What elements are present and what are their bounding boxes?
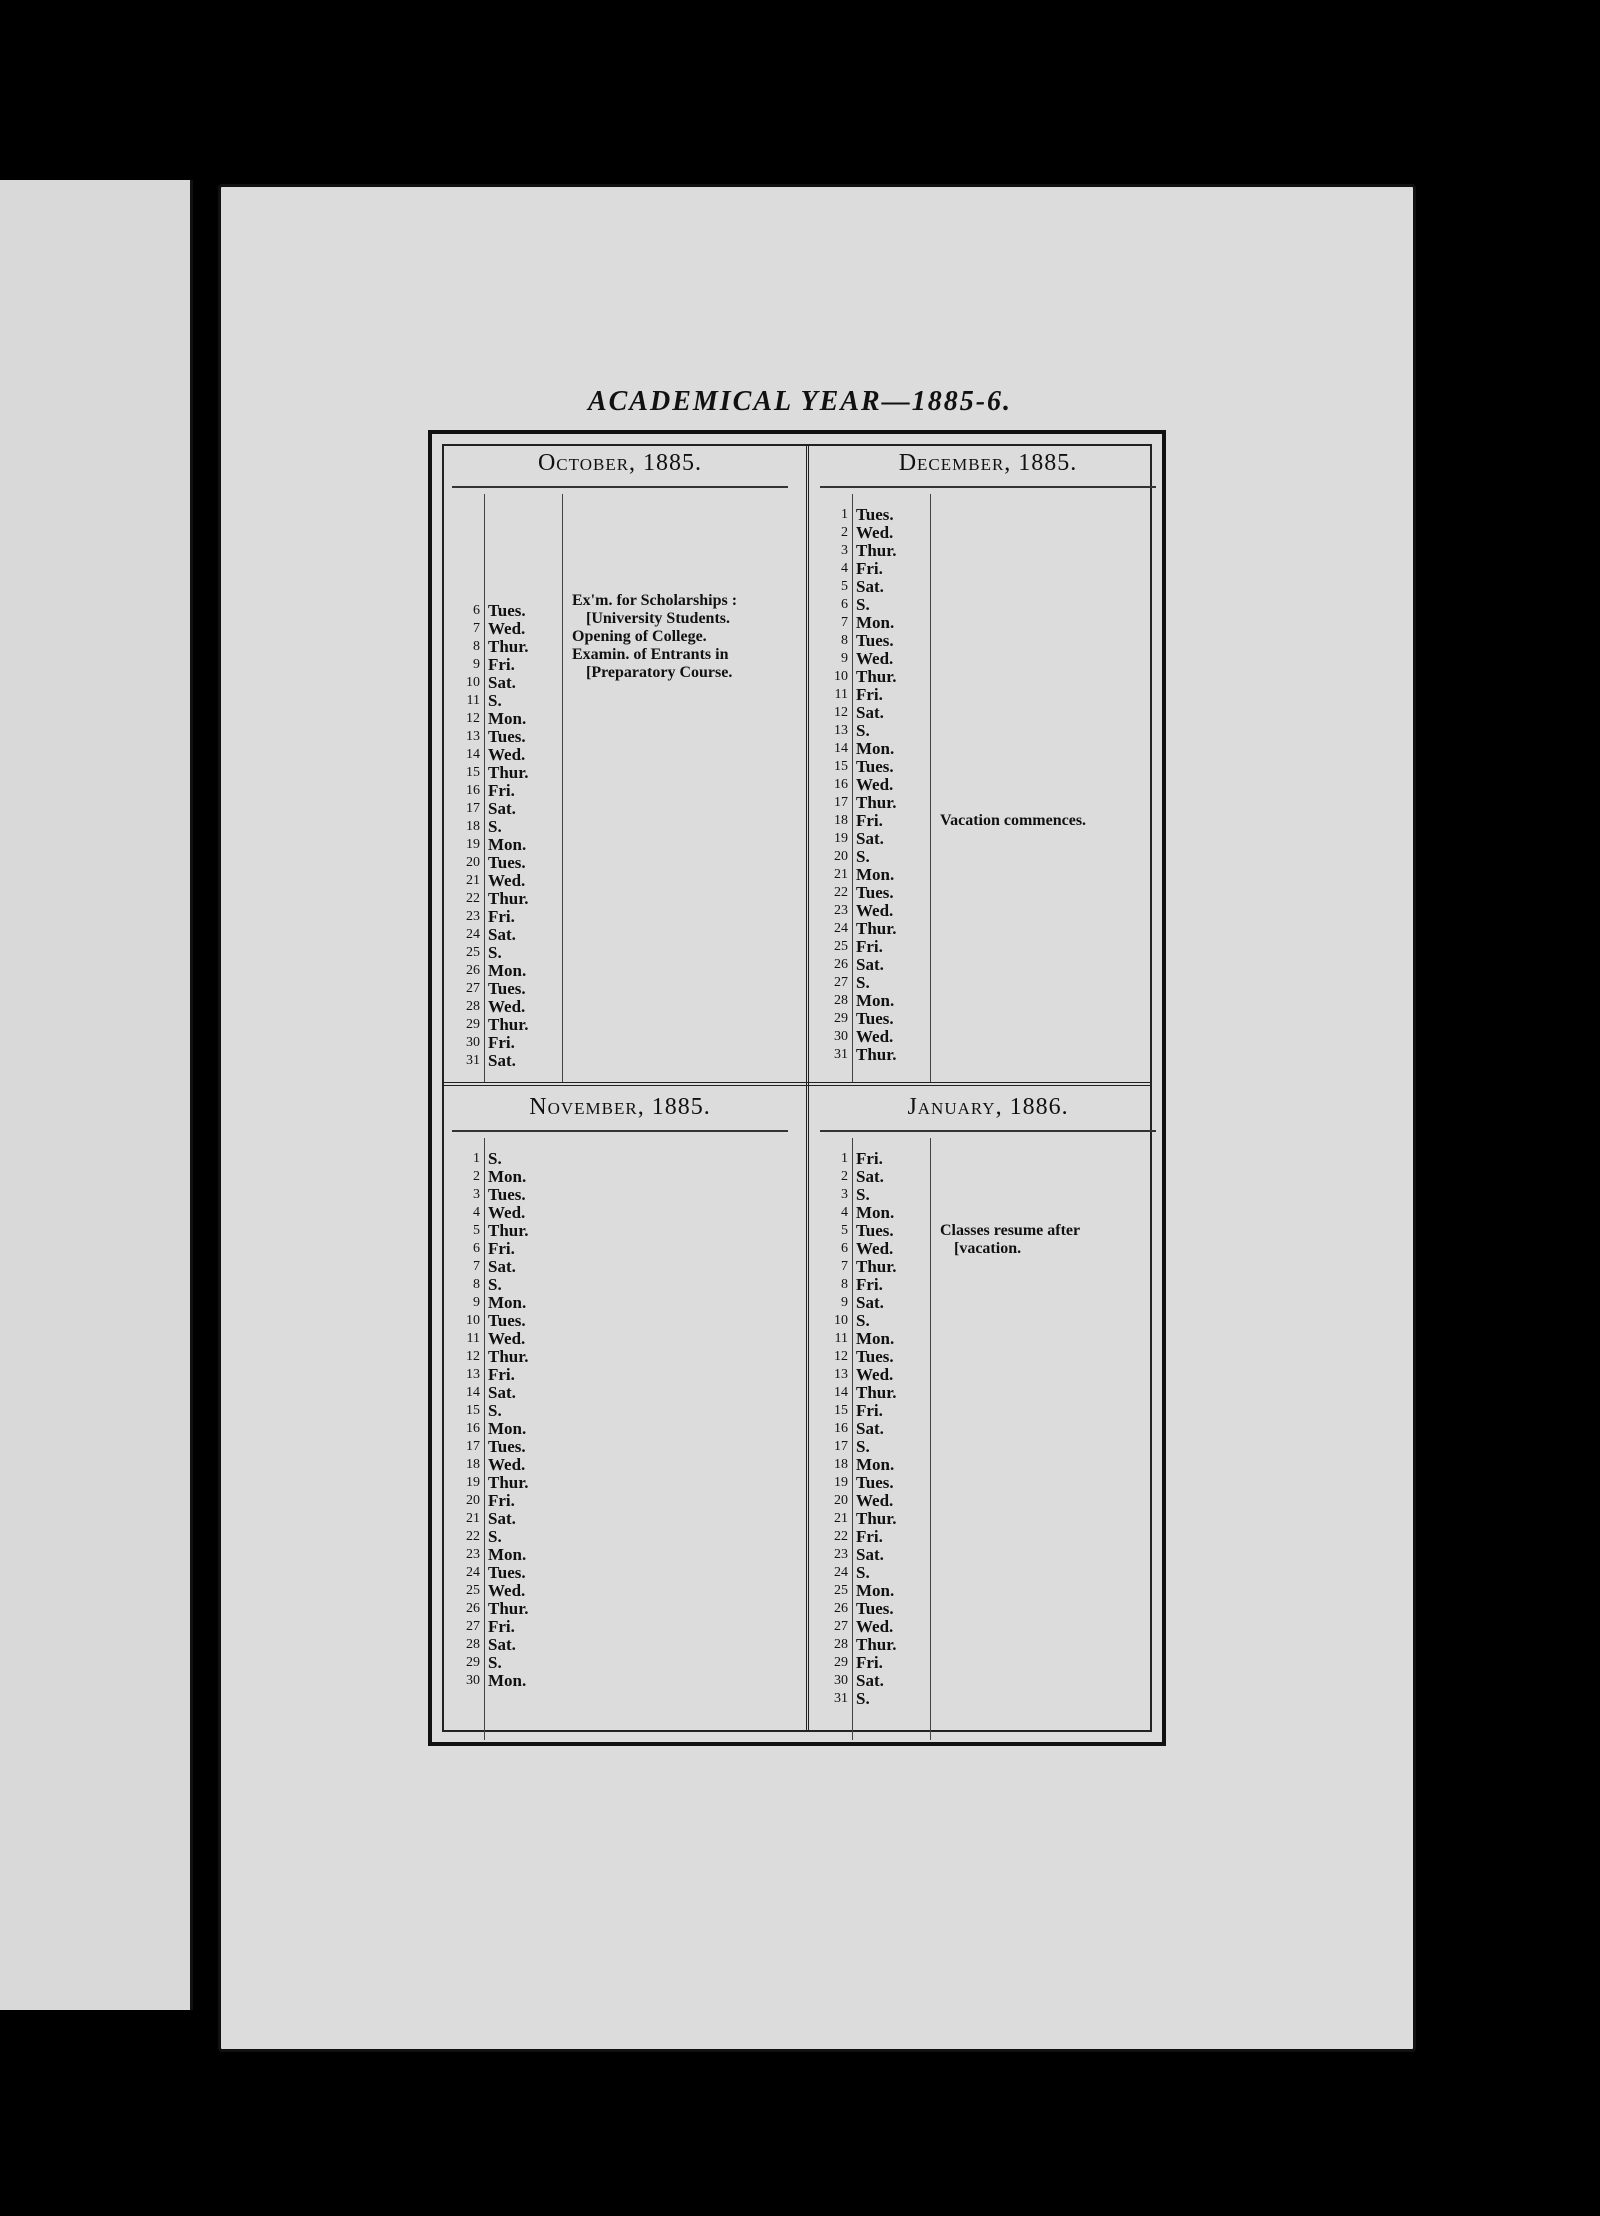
weekday: Wed. (488, 1203, 526, 1222)
day-number: 12 (834, 1349, 848, 1364)
weekday: Fri. (856, 937, 883, 956)
weekday: Wed. (856, 1491, 894, 1510)
weekday: Fri. (488, 1365, 515, 1384)
day-number: 23 (834, 1547, 848, 1562)
day-number: 8 (473, 639, 480, 654)
day-column-line (852, 494, 853, 1082)
day-number: 10 (466, 1313, 480, 1328)
day-number: 11 (466, 693, 480, 708)
note-column-line (930, 494, 931, 1082)
event-note: Vacation commences. (940, 812, 1087, 829)
weekday: Sat. (856, 1545, 884, 1564)
weekday: Mon. (856, 991, 895, 1010)
facing-page-edge (0, 180, 193, 2010)
day-number: 2 (473, 1169, 480, 1184)
day-number: 28 (466, 1637, 480, 1652)
weekday: Wed. (488, 619, 526, 638)
weekday: Sat. (488, 1509, 516, 1528)
day-number: 6 (473, 603, 480, 618)
weekday: Sat. (488, 925, 516, 944)
weekday: S. (856, 1185, 870, 1204)
weekday: Tues. (488, 601, 526, 620)
day-number: 13 (834, 1367, 848, 1382)
day-number: 30 (466, 1673, 480, 1688)
day-number: 14 (834, 1385, 848, 1400)
month-title: January, 1886. (907, 1094, 1069, 1120)
day-number: 19 (834, 831, 848, 846)
weekday: Wed. (488, 871, 526, 890)
day-number: 3 (473, 1187, 480, 1202)
weekday: Mon. (488, 709, 527, 728)
weekday: S. (856, 1437, 870, 1456)
weekday: Tues. (488, 1437, 526, 1456)
day-number: 9 (473, 1295, 480, 1310)
day-number: 22 (834, 1529, 848, 1544)
day-number: 13 (834, 723, 848, 738)
weekday: Tues. (488, 979, 526, 998)
day-number: 23 (466, 1547, 480, 1562)
weekday: S. (856, 1563, 870, 1582)
weekday: Thur. (488, 889, 529, 908)
weekday: Mon. (488, 961, 527, 980)
weekday: Sat. (856, 1419, 884, 1438)
weekday: Thur. (488, 1015, 529, 1034)
weekday: S. (488, 1401, 502, 1420)
day-number: 21 (466, 1511, 480, 1526)
weekday: S. (856, 1689, 870, 1708)
weekday: Mon. (488, 835, 527, 854)
day-number: 8 (841, 633, 848, 648)
day-number: 6 (841, 597, 848, 612)
weekday: Sat. (856, 577, 884, 596)
weekday: Mon. (488, 1293, 527, 1312)
note-column-line (930, 1138, 931, 1740)
weekday: Sat. (488, 1257, 516, 1276)
calendar-inner-frame (442, 444, 1152, 1732)
day-number: 23 (834, 903, 848, 918)
weekday: Mon. (856, 1455, 895, 1474)
month-title: October, 1885. (537, 450, 703, 476)
day-number: 12 (834, 705, 848, 720)
month-january-1886 (812, 1090, 1164, 1740)
day-number: 24 (466, 927, 480, 942)
weekday: Fri. (488, 655, 515, 674)
day-number: 20 (466, 1493, 480, 1508)
day-number: 25 (834, 939, 848, 954)
title-rule (452, 1130, 788, 1132)
day-number: 29 (466, 1017, 480, 1032)
day-number: 10 (834, 1313, 848, 1328)
row-divider (444, 1082, 1150, 1086)
event-note: Examin. of Entrants in (572, 646, 729, 663)
day-number: 6 (473, 1241, 480, 1256)
event-note: Opening of College. (572, 628, 707, 645)
day-number: 27 (834, 975, 848, 990)
weekday: S. (488, 1653, 502, 1672)
day-number: 20 (466, 855, 480, 870)
day-number: 12 (466, 711, 480, 726)
day-number: 5 (841, 579, 848, 594)
weekday: Fri. (488, 781, 515, 800)
day-number: 9 (841, 651, 848, 666)
weekday: Mon. (488, 1419, 527, 1438)
day-number: 18 (466, 819, 480, 834)
day-number: 7 (473, 1259, 480, 1274)
weekday: Mon. (856, 1581, 895, 1600)
weekday: Thur. (488, 1599, 529, 1618)
day-number: 2 (841, 1169, 848, 1184)
weekday: Thur. (856, 1635, 897, 1654)
day-number: 30 (466, 1035, 480, 1050)
day-number: 10 (466, 675, 480, 690)
day-number: 11 (834, 687, 848, 702)
weekday: Sat. (856, 1671, 884, 1690)
weekday: Thur. (488, 1473, 529, 1492)
day-number: 19 (834, 1475, 848, 1490)
day-number: 2 (841, 525, 848, 540)
day-number: 29 (466, 1655, 480, 1670)
month-october-1885 (444, 446, 796, 1082)
day-number: 4 (841, 561, 848, 576)
weekday: Sat. (856, 955, 884, 974)
day-number: 21 (834, 867, 848, 882)
weekday: Sat. (488, 1051, 516, 1070)
day-number: 25 (466, 945, 480, 960)
day-number: 9 (473, 657, 480, 672)
day-number: 7 (841, 1259, 848, 1274)
weekday: Tues. (856, 1347, 894, 1366)
day-number: 8 (841, 1277, 848, 1292)
weekday: Wed. (856, 1027, 894, 1046)
weekday: Thur. (488, 1347, 529, 1366)
weekday: Fri. (488, 1617, 515, 1636)
day-number: 16 (466, 1421, 480, 1436)
day-number: 18 (834, 813, 848, 828)
day-number: 9 (841, 1295, 848, 1310)
weekday: Fri. (488, 907, 515, 926)
weekday: Wed. (488, 997, 526, 1016)
weekday: Wed. (856, 1239, 894, 1258)
title-rule (452, 486, 788, 488)
day-number: 28 (466, 999, 480, 1014)
day-number: 4 (473, 1205, 480, 1220)
weekday: Thur. (856, 667, 897, 686)
day-number: 23 (466, 909, 480, 924)
day-number: 16 (466, 783, 480, 798)
day-number: 31 (834, 1047, 848, 1062)
month-november-1885 (444, 1090, 796, 1740)
event-note: [Preparatory Course. (586, 664, 733, 681)
day-number: 7 (473, 621, 480, 636)
weekday: Wed. (856, 901, 894, 920)
event-note: [vacation. (954, 1240, 1022, 1257)
weekday: Mon. (488, 1545, 527, 1564)
day-number: 24 (834, 921, 848, 936)
weekday: Thur. (856, 1257, 897, 1276)
day-number: 18 (466, 1457, 480, 1472)
page-heading: ACADEMICAL YEAR—1885-6. (587, 386, 1013, 417)
weekday: Wed. (856, 1365, 894, 1384)
day-number: 14 (834, 741, 848, 756)
day-number: 21 (834, 1511, 848, 1526)
weekday: S. (856, 595, 870, 614)
weekday: Thur. (856, 1509, 897, 1528)
day-number: 22 (466, 891, 480, 906)
title-rule (820, 486, 1156, 488)
weekday: Fri. (488, 1033, 515, 1052)
column-divider (806, 446, 809, 1730)
weekday: Mon. (856, 1329, 895, 1348)
day-number: 14 (466, 747, 480, 762)
weekday: Mon. (488, 1671, 527, 1690)
day-number: 12 (466, 1349, 480, 1364)
calendar-frame (428, 430, 1166, 1746)
weekday: Tues. (856, 1009, 894, 1028)
day-number: 29 (834, 1011, 848, 1026)
event-note: Classes resume after (940, 1222, 1081, 1239)
weekday: Tues. (488, 1185, 526, 1204)
weekday: Sat. (856, 829, 884, 848)
weekday: Tues. (488, 853, 526, 872)
weekday: Fri. (856, 1653, 883, 1672)
weekday: Mon. (488, 1167, 527, 1186)
day-number: 1 (841, 1151, 848, 1166)
weekday: Tues. (856, 883, 894, 902)
day-number: 26 (834, 1601, 848, 1616)
day-number: 26 (466, 963, 480, 978)
title-rule (820, 1130, 1156, 1132)
weekday: Wed. (488, 1455, 526, 1474)
day-number: 29 (834, 1655, 848, 1670)
day-number: 10 (834, 669, 848, 684)
weekday: S. (488, 1527, 502, 1546)
weekday: Thur. (856, 793, 897, 812)
day-number: 4 (841, 1205, 848, 1220)
weekday: Tues. (856, 757, 894, 776)
weekday: Wed. (856, 523, 894, 542)
day-number: 27 (834, 1619, 848, 1634)
event-note: [University Students. (586, 610, 731, 627)
day-column-line (852, 1138, 853, 1740)
weekday: Tues. (488, 727, 526, 746)
day-number: 27 (466, 981, 480, 996)
day-number: 5 (473, 1223, 480, 1238)
weekday: Thur. (488, 763, 529, 782)
day-number: 17 (834, 795, 848, 810)
weekday: Mon. (856, 1203, 895, 1222)
day-number: 15 (466, 765, 480, 780)
weekday: Mon. (856, 613, 895, 632)
weekday: Thur. (488, 637, 529, 656)
day-number: 20 (834, 849, 848, 864)
weekday: Tues. (856, 505, 894, 524)
day-number: 16 (834, 1421, 848, 1436)
weekday: Fri. (488, 1491, 515, 1510)
weekday: S. (488, 817, 502, 836)
day-number: 8 (473, 1277, 480, 1292)
day-number: 13 (466, 1367, 480, 1382)
month-december-1885 (812, 446, 1164, 1082)
weekday: Tues. (488, 1563, 526, 1582)
day-number: 19 (466, 837, 480, 852)
day-number: 22 (834, 885, 848, 900)
day-number: 1 (473, 1151, 480, 1166)
weekday: Sat. (488, 1635, 516, 1654)
day-number: 30 (834, 1029, 848, 1044)
day-number: 11 (834, 1331, 848, 1346)
day-number: 6 (841, 1241, 848, 1256)
day-number: 26 (834, 957, 848, 972)
weekday: Fri. (856, 685, 883, 704)
weekday: Mon. (856, 739, 895, 758)
weekday: Wed. (856, 649, 894, 668)
day-number: 22 (466, 1529, 480, 1544)
weekday: Sat. (856, 703, 884, 722)
day-number: 1 (841, 507, 848, 522)
day-number: 19 (466, 1475, 480, 1490)
month-title: November, 1885. (529, 1094, 711, 1120)
day-number: 11 (466, 1331, 480, 1346)
day-number: 13 (466, 729, 480, 744)
weekday: Sat. (488, 1383, 516, 1402)
day-number: 15 (834, 759, 848, 774)
weekday: Sat. (488, 799, 516, 818)
day-column-line (484, 1138, 485, 1740)
month-title: December, 1885. (898, 450, 1078, 476)
weekday: Sat. (856, 1167, 884, 1186)
weekday: Fri. (856, 1527, 883, 1546)
day-number: 31 (466, 1053, 480, 1068)
day-number: 31 (834, 1691, 848, 1706)
weekday: Thur. (856, 1383, 897, 1402)
day-number: 28 (834, 1637, 848, 1652)
weekday: S. (488, 1149, 502, 1168)
day-number: 27 (466, 1619, 480, 1634)
weekday: S. (856, 973, 870, 992)
weekday: S. (488, 691, 502, 710)
weekday: S. (856, 1311, 870, 1330)
day-number: 17 (834, 1439, 848, 1454)
weekday: S. (856, 847, 870, 866)
day-number: 18 (834, 1457, 848, 1472)
day-number: 25 (466, 1583, 480, 1598)
day-number: 26 (466, 1601, 480, 1616)
day-number: 21 (466, 873, 480, 888)
day-number: 15 (466, 1403, 480, 1418)
day-number: 17 (466, 1439, 480, 1454)
weekday: Fri. (856, 559, 883, 578)
weekday: S. (488, 1275, 502, 1294)
weekday: S. (856, 721, 870, 740)
day-number: 30 (834, 1673, 848, 1688)
day-column-line (484, 494, 485, 1082)
weekday: Wed. (488, 1581, 526, 1600)
weekday: Mon. (856, 865, 895, 884)
day-number: 5 (841, 1223, 848, 1238)
day-number: 3 (841, 1187, 848, 1202)
weekday: Thur. (856, 541, 897, 560)
weekday: Wed. (488, 1329, 526, 1348)
day-number: 28 (834, 993, 848, 1008)
weekday: Thur. (856, 919, 897, 938)
day-number: 25 (834, 1583, 848, 1598)
weekday: Sat. (856, 1293, 884, 1312)
weekday: Tues. (488, 1311, 526, 1330)
day-number: 15 (834, 1403, 848, 1418)
note-column-line (562, 494, 563, 1082)
weekday: Tues. (856, 1473, 894, 1492)
weekday: Tues. (856, 631, 894, 650)
weekday: Fri. (856, 1275, 883, 1294)
day-number: 14 (466, 1385, 480, 1400)
day-number: 3 (841, 543, 848, 558)
weekday: Thur. (488, 1221, 529, 1240)
weekday: Fri. (856, 1149, 883, 1168)
weekday: Sat. (488, 673, 516, 692)
weekday: Tues. (856, 1599, 894, 1618)
weekday: Fri. (856, 811, 883, 830)
day-number: 17 (466, 801, 480, 816)
weekday: Wed. (856, 1617, 894, 1636)
weekday: Wed. (488, 745, 526, 764)
weekday: S. (488, 943, 502, 962)
weekday: Tues. (856, 1221, 894, 1240)
day-number: 7 (841, 615, 848, 630)
weekday: Fri. (856, 1401, 883, 1420)
day-number: 20 (834, 1493, 848, 1508)
day-number: 16 (834, 777, 848, 792)
event-note: Ex'm. for Scholarships : (572, 592, 738, 609)
day-number: 24 (834, 1565, 848, 1580)
weekday: Thur. (856, 1045, 897, 1064)
weekday: Wed. (856, 775, 894, 794)
day-number: 24 (466, 1565, 480, 1580)
weekday: Fri. (488, 1239, 515, 1258)
